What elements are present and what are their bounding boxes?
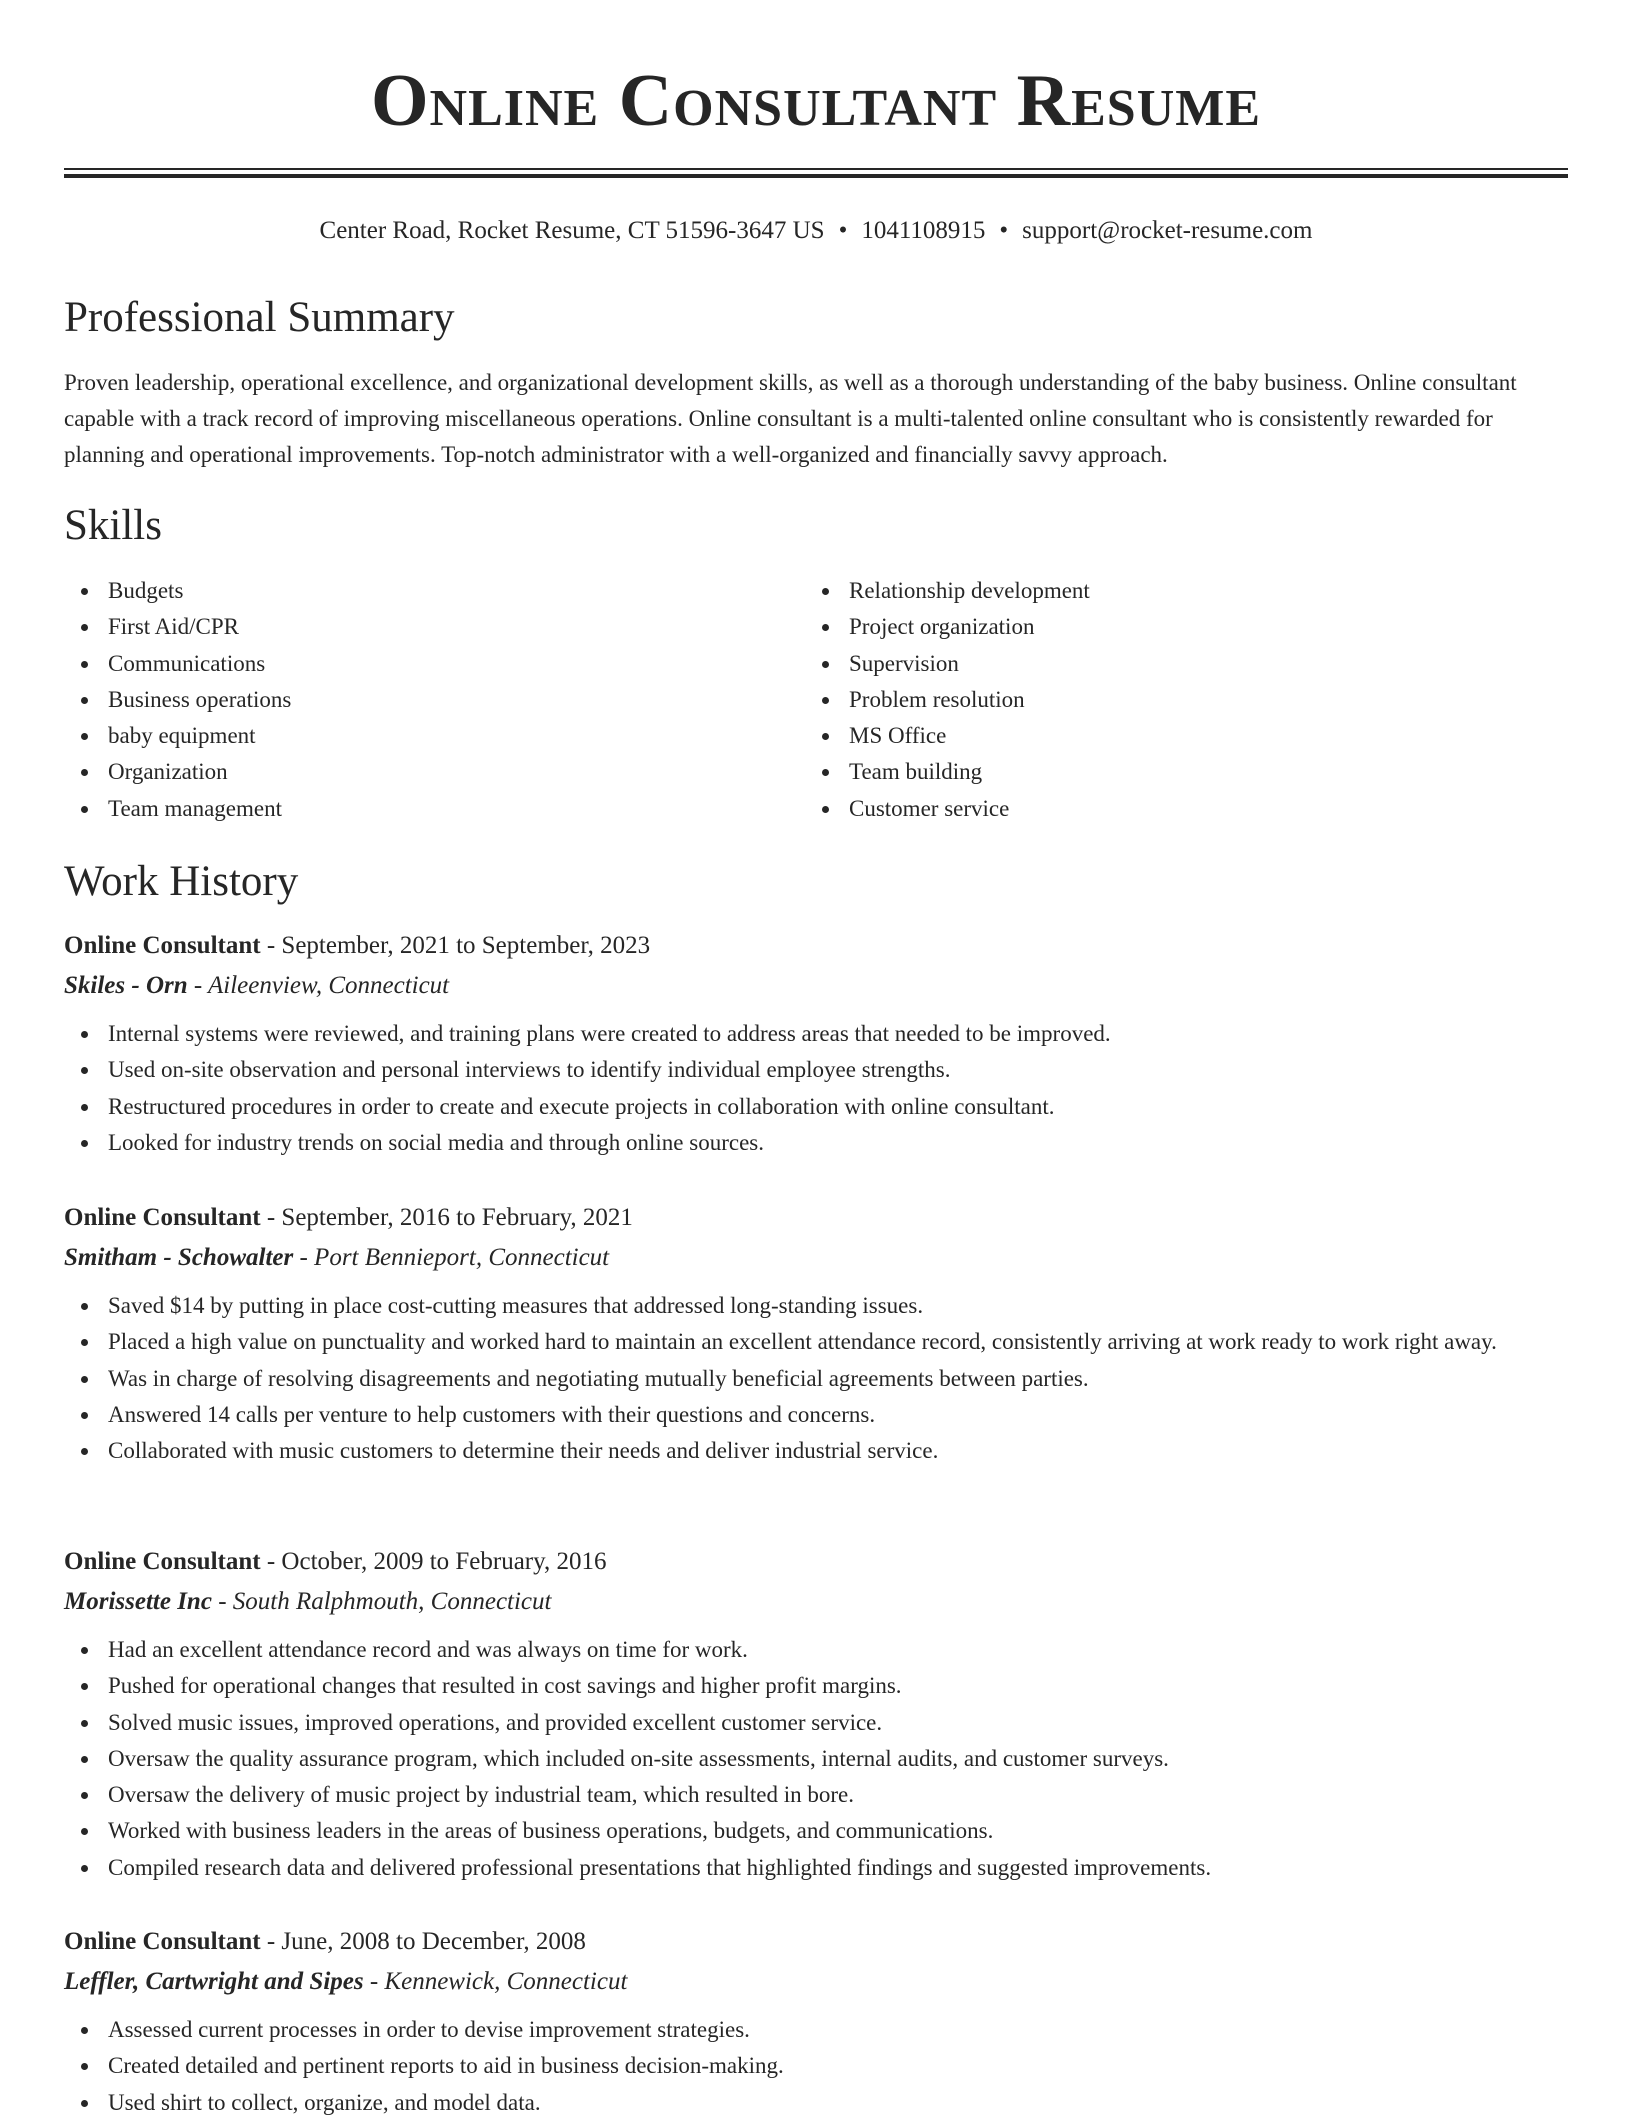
skill-item: Budgets bbox=[64, 573, 764, 609]
job-header-line bbox=[64, 1922, 1568, 1962]
skill-item: Problem resolution bbox=[805, 682, 1565, 718]
job-bullet: Oversaw the quality assurance program, which included on-site assessments, internal audits, and customer surveys. bbox=[64, 1741, 1568, 1777]
contact-phone: 1041108915 bbox=[861, 217, 986, 244]
job-bullet: Was in charge of resolving disagreements and negotiating mutually beneficial agreements between parties. bbox=[64, 1361, 1568, 1397]
job-location: South Ralphmouth, Connecticut bbox=[232, 1588, 552, 1615]
job-dates: September, 2016 to February, 2021 bbox=[281, 1204, 633, 1231]
job-bullet: Answered 14 calls per venture to help customers with their questions and concerns. bbox=[64, 1397, 1568, 1433]
job-bullet: Saved $14 by putting in place cost-cutting measures that addressed long-standing issues. bbox=[64, 1288, 1568, 1324]
title-divider-thick bbox=[64, 174, 1568, 178]
job-dash: - bbox=[260, 1204, 282, 1231]
job-bullet-list bbox=[64, 1016, 1568, 1161]
job-role: Online Consultant bbox=[64, 932, 261, 959]
job-role: Online Consultant bbox=[64, 1548, 261, 1575]
job-bullet-list bbox=[64, 1632, 1568, 1886]
job-bullet: Internal systems were reviewed, and training plans were created to address areas that needed to be improved. bbox=[64, 1016, 1568, 1052]
title-divider-thin bbox=[64, 168, 1568, 170]
skill-item: Team building bbox=[805, 754, 1565, 790]
job-bullet-list bbox=[64, 2012, 1568, 2121]
job-company-line bbox=[64, 1238, 1568, 1278]
job-entry bbox=[64, 1922, 1568, 2121]
job-dash: - bbox=[187, 972, 209, 999]
job-location: Port Bennieport, Connecticut bbox=[314, 1244, 610, 1271]
skill-item: Relationship development bbox=[805, 573, 1565, 609]
skill-item: baby equipment bbox=[64, 718, 764, 754]
skills-list-left bbox=[64, 573, 764, 827]
job-company-line bbox=[64, 1962, 1568, 2002]
contact-address: Center Road, Rocket Resume, CT 51596-3647 US bbox=[319, 217, 825, 244]
summary-heading: Professional Summary bbox=[64, 294, 455, 341]
skill-item: Communications bbox=[64, 646, 764, 682]
job-dates: September, 2021 to September, 2023 bbox=[281, 932, 651, 959]
skill-item: MS Office bbox=[805, 718, 1565, 754]
job-company-name: Smitham - Schowalter bbox=[64, 1244, 294, 1271]
job-company-line bbox=[64, 1582, 1568, 1622]
job-entry bbox=[64, 1542, 1568, 1886]
job-company-name: Morissette Inc bbox=[64, 1588, 212, 1615]
job-dash: - bbox=[260, 932, 282, 959]
job-dash: - bbox=[260, 1928, 282, 1955]
job-bullet: Solved music issues, improved operations, and provided excellent customer service. bbox=[64, 1705, 1568, 1741]
job-bullet: Compiled research data and delivered professional presentations that highlighted findings and suggested improvements. bbox=[64, 1850, 1568, 1886]
contact-separator: • bbox=[999, 217, 1009, 244]
job-dash: - bbox=[211, 1588, 233, 1615]
job-bullet: Collaborated with music customers to determine their needs and deliver industrial service. bbox=[64, 1433, 1568, 1469]
job-role: Online Consultant bbox=[64, 1204, 261, 1231]
job-dash: - bbox=[293, 1244, 315, 1271]
job-location: Kennewick, Connecticut bbox=[384, 1968, 628, 1995]
skill-item: First Aid/CPR bbox=[64, 609, 764, 645]
skills-column-right bbox=[805, 573, 1565, 827]
job-bullet: Placed a high value on punctuality and worked hard to maintain an excellent attendance record, consistently arriving at work ready to work right away. bbox=[64, 1324, 1568, 1360]
skill-item: Team management bbox=[64, 791, 764, 827]
job-bullet: Restructured procedures in order to create and execute projects in collaboration with online consultant. bbox=[64, 1089, 1568, 1125]
job-header-line bbox=[64, 1542, 1568, 1582]
job-location: Aileenview, Connecticut bbox=[208, 972, 450, 999]
job-bullet: Pushed for operational changes that resulted in cost savings and higher profit margins. bbox=[64, 1668, 1568, 1704]
skills-column-left bbox=[64, 573, 764, 827]
job-entry bbox=[64, 1198, 1568, 1469]
job-header-line bbox=[64, 1198, 1568, 1238]
skills-heading: Skills bbox=[64, 502, 162, 549]
skill-item: Business operations bbox=[64, 682, 764, 718]
job-company-name: Skiles - Orn bbox=[64, 972, 188, 999]
job-dates: October, 2009 to February, 2016 bbox=[281, 1548, 607, 1575]
job-entry bbox=[64, 926, 1568, 1161]
contact-line bbox=[64, 214, 1568, 248]
job-bullet: Used on-site observation and personal interviews to identify individual employee strengths. bbox=[64, 1052, 1568, 1088]
skill-item: Customer service bbox=[805, 791, 1565, 827]
job-bullet: Assessed current processes in order to devise improvement strategies. bbox=[64, 2012, 1568, 2048]
skill-item: Organization bbox=[64, 754, 764, 790]
contact-separator: • bbox=[838, 217, 848, 244]
job-bullet: Looked for industry trends on social media and through online sources. bbox=[64, 1125, 1568, 1161]
job-bullet: Used shirt to collect, organize, and model data. bbox=[64, 2085, 1568, 2121]
job-dash: - bbox=[363, 1968, 385, 1995]
skill-item: Project organization bbox=[805, 609, 1565, 645]
summary-text: Proven leadership, operational excellence, and organizational development skills, as well as a thorough understanding of the baby business. Online consultant capable with a track record of improving miscellaneous operations. Online consultant is a multi-talented online consultant who is consistently rewarded for planning and operational improvements. Top-notch administrator with a well-organized and financially savvy approach. bbox=[64, 370, 1517, 467]
contact-email: support@rocket-resume.com bbox=[1022, 217, 1313, 244]
job-bullet: Oversaw the delivery of music project by industrial team, which resulted in bore. bbox=[64, 1777, 1568, 1813]
job-bullet-list bbox=[64, 1288, 1568, 1469]
job-header-line bbox=[64, 926, 1568, 966]
work-heading: Work History bbox=[64, 858, 299, 905]
job-role: Online Consultant bbox=[64, 1928, 261, 1955]
resume-title: Online Consultant Resume bbox=[370, 60, 1262, 142]
job-bullet: Created detailed and pertinent reports to aid in business decision-making. bbox=[64, 2048, 1568, 2084]
job-company-line bbox=[64, 966, 1568, 1006]
skill-item: Supervision bbox=[805, 646, 1565, 682]
job-dash: - bbox=[260, 1548, 282, 1575]
job-bullet: Worked with business leaders in the areas of business operations, budgets, and communications. bbox=[64, 1813, 1568, 1849]
job-company-name: Leffler, Cartwright and Sipes bbox=[64, 1968, 364, 1995]
skills-list-right bbox=[805, 573, 1565, 827]
job-dates: June, 2008 to December, 2008 bbox=[281, 1928, 586, 1955]
job-bullet: Had an excellent attendance record and was always on time for work. bbox=[64, 1632, 1568, 1668]
